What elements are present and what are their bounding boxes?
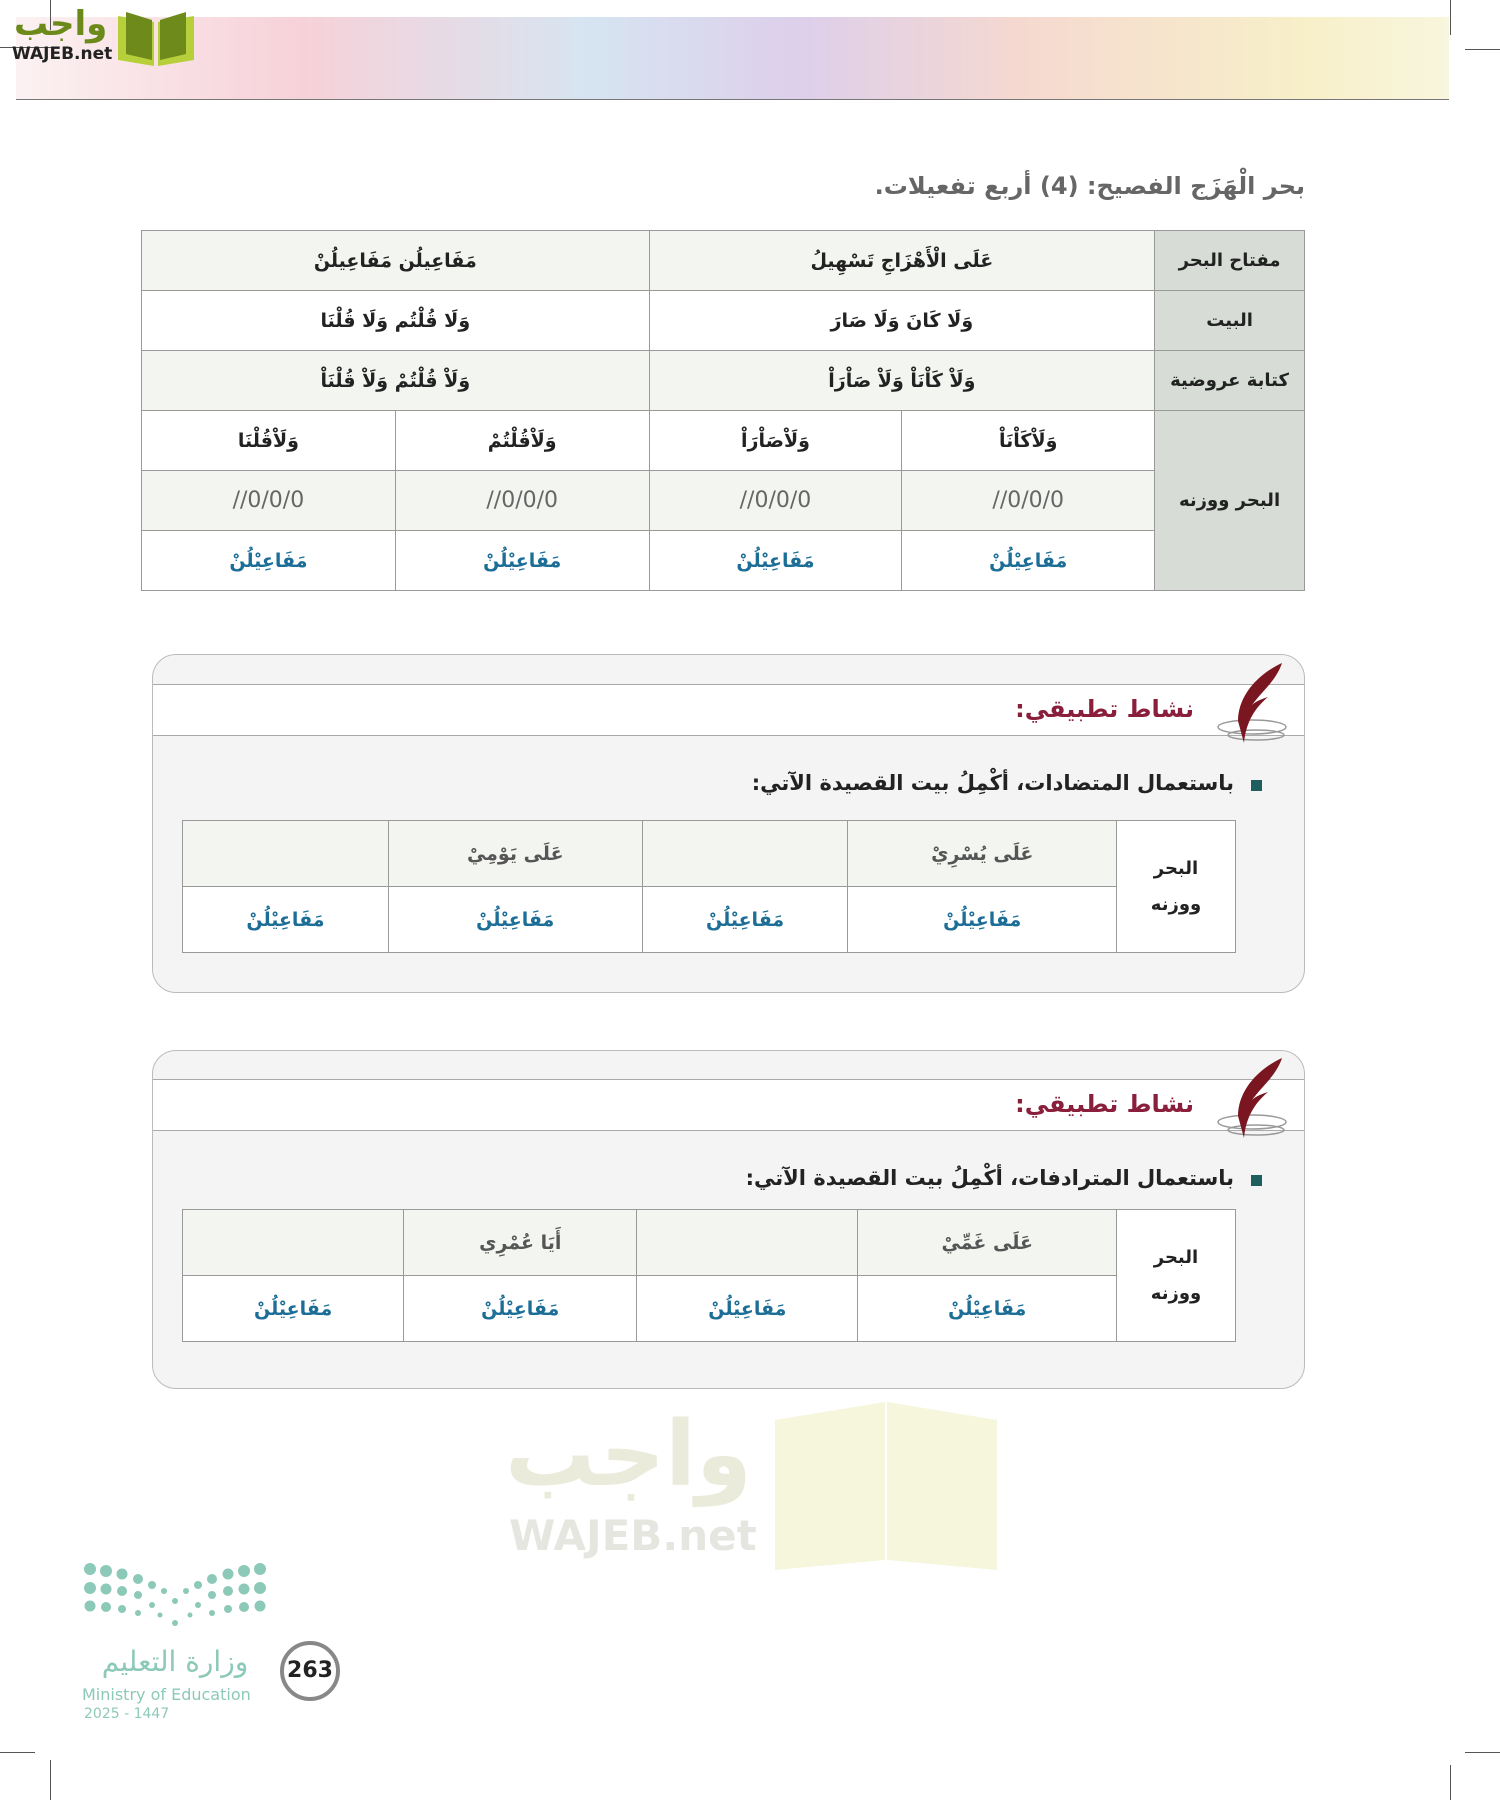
logo-latin: WAJEB.net — [12, 44, 113, 64]
word-cell-blank[interactable] — [183, 821, 389, 887]
crop-mark — [1465, 1752, 1500, 1753]
foot-cell: مَفَاعِيْلُنْ — [649, 531, 902, 591]
watermark-arabic: واجب — [505, 1402, 752, 1507]
row-label: البحر ووزنه — [1155, 411, 1305, 591]
foot-cell: مَفَاعِيْلُنْ — [142, 531, 396, 591]
year-label: 2025 - 1447 — [84, 1706, 170, 1722]
page-number: 263 — [280, 1641, 340, 1701]
antonyms-table — [182, 820, 1236, 953]
word-cell-blank[interactable] — [183, 1210, 404, 1276]
bullet-icon — [1251, 780, 1262, 791]
word-cell: عَلَى يَوْمِيْ — [388, 821, 642, 887]
word-cell: أَيَا عُمْرِي — [404, 1210, 637, 1276]
pattern-text: //0/0/0 — [739, 488, 812, 513]
label-line: البحر — [1153, 1246, 1199, 1268]
activity-title: نشاط تطبيقي: — [1015, 695, 1194, 723]
segment-cell: وَلَاْكَاْنَاْ — [902, 411, 1155, 471]
foot-cell: مَفَاعِيْلُنْ — [404, 1276, 637, 1342]
watermark-latin: WAJEB.net — [509, 1511, 757, 1560]
crop-mark — [1450, 0, 1451, 35]
wajeb-logo[interactable] — [8, 4, 198, 68]
foot-cell: مَفَاعِيْلُنْ — [858, 1276, 1117, 1342]
segment-cell: وَلَاْقُلْنَا — [142, 411, 396, 471]
crop-mark — [50, 1760, 51, 1800]
pattern-cell — [649, 471, 902, 531]
quill-icon — [1216, 661, 1296, 747]
table-cell: وَلَاْ قُلْتُمْ وَلَاْ قُلْنَاْ — [142, 351, 650, 411]
ministry-name-arabic: وزارة التعليم — [101, 1645, 249, 1678]
row-label — [1117, 1210, 1236, 1342]
section-title: بحر الْهَزَج الفصيح: (4) أربع تفعيلات. — [874, 172, 1305, 200]
word-cell: عَلَى يُسْرِيْ — [848, 821, 1117, 887]
foot-cell: مَفَاعِيْلُنْ — [388, 887, 642, 953]
activity-instruction: باستعمال المترادفات، أكْمِلُ بيت القصيدة الآتي: — [745, 1166, 1234, 1190]
foot-cell: مَفَاعِيْلُنْ — [183, 887, 389, 953]
book-icon — [116, 8, 196, 68]
activity-box-antonyms — [152, 654, 1305, 993]
label-line: البحر — [1153, 857, 1199, 879]
hazaj-table — [141, 230, 1305, 591]
row-label: البيت — [1155, 291, 1305, 351]
wajeb-watermark — [505, 1400, 1005, 1574]
segment-cell: وَلَاْقُلْتُمْ — [395, 411, 649, 471]
row-label: مفتاح البحر — [1155, 231, 1305, 291]
table-cell: عَلَى الْأَهْزَاجِ تَسْهِيلُ — [649, 231, 1155, 291]
crop-mark — [1465, 49, 1500, 50]
activity-title: نشاط تطبيقي: — [1015, 1090, 1194, 1118]
logo-arabic: واجب — [14, 4, 108, 44]
crop-mark — [1450, 1765, 1451, 1800]
ministry-dots-icon — [80, 1561, 270, 1631]
header-banner — [16, 17, 1449, 99]
foot-cell: مَفَاعِيْلُنْ — [637, 1276, 858, 1342]
label-line: ووزنه — [1150, 893, 1202, 915]
crop-mark — [0, 1752, 35, 1753]
pattern-text: //0/0/0 — [486, 488, 559, 513]
foot-cell: مَفَاعِيْلُنْ — [183, 1276, 404, 1342]
ministry-logo — [80, 1561, 333, 1726]
activity-header — [153, 684, 1304, 736]
foot-cell: مَفَاعِيْلُنْ — [395, 531, 649, 591]
header-divider — [16, 99, 1449, 100]
activity-box-synonyms — [152, 1050, 1305, 1389]
foot-cell: مَفَاعِيْلُنْ — [902, 531, 1155, 591]
bullet-icon — [1251, 1175, 1262, 1186]
synonyms-table — [182, 1209, 1236, 1342]
activity-instruction: باستعمال المتضادات، أكْمِلُ بيت القصيدة الآتي: — [751, 771, 1234, 795]
watermark-book-icon — [505, 1400, 1005, 1570]
activity-header — [153, 1079, 1304, 1131]
word-cell: عَلَى غَمِّيْ — [858, 1210, 1117, 1276]
pattern-text: //0/0/0 — [232, 488, 305, 513]
pattern-cell — [395, 471, 649, 531]
ministry-name-english: Ministry of Education — [82, 1685, 251, 1704]
table-cell: وَلَا قُلْتُم وَلَا قُلْنَا — [142, 291, 650, 351]
table-cell: مَفَاعِيلُن مَفَاعِيلُنْ — [142, 231, 650, 291]
table-cell: وَلَاْ كَاْنَاْ وَلَاْ صَاْرَاْ — [649, 351, 1155, 411]
word-cell-blank[interactable] — [637, 1210, 858, 1276]
segment-cell: وَلَاْصَاْرَاْ — [649, 411, 902, 471]
row-label — [1117, 821, 1236, 953]
pattern-cell — [902, 471, 1155, 531]
pattern-cell — [142, 471, 396, 531]
row-label: كتابة عروضية — [1155, 351, 1305, 411]
foot-cell: مَفَاعِيْلُنْ — [848, 887, 1117, 953]
foot-cell: مَفَاعِيْلُنْ — [642, 887, 848, 953]
pattern-text: //0/0/0 — [992, 488, 1065, 513]
word-cell-blank[interactable] — [642, 821, 848, 887]
label-line: ووزنه — [1150, 1282, 1202, 1304]
table-cell: وَلَا كَانَ وَلَا صَارَ — [649, 291, 1155, 351]
quill-icon — [1216, 1056, 1296, 1142]
